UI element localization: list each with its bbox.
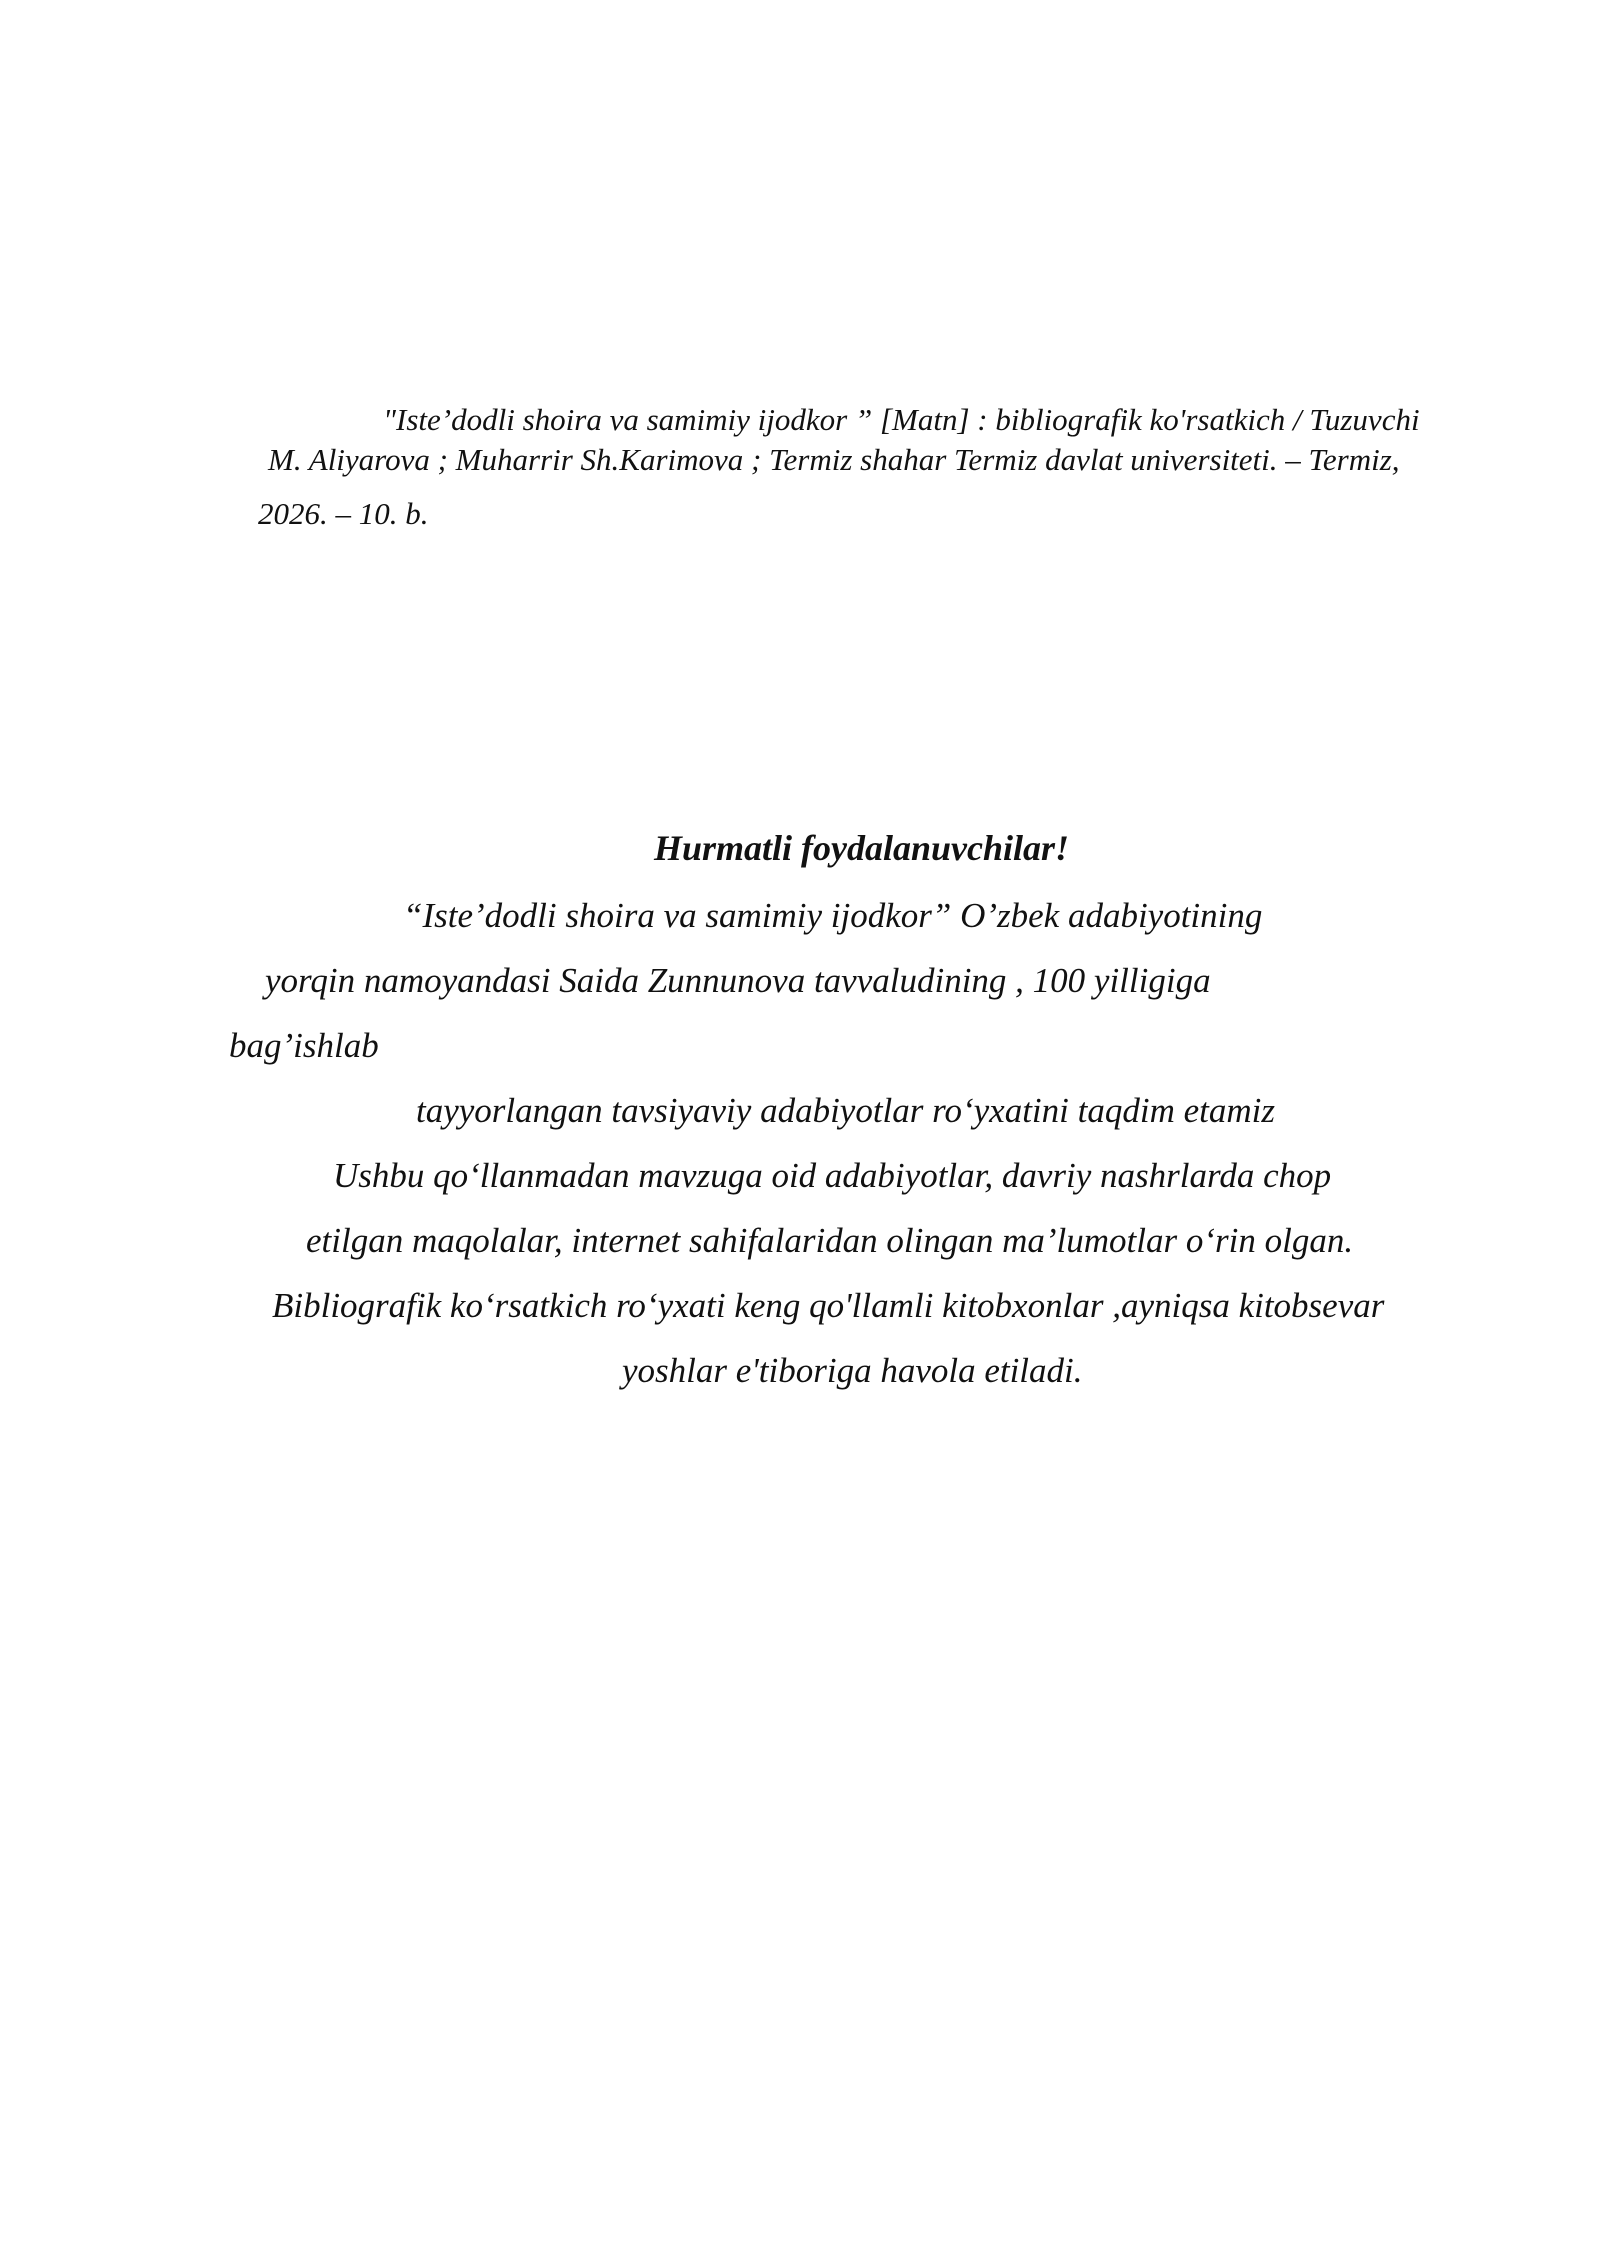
address-line-5: Ushbu qo‘llanmadan mavzuga oid adabiyotlar, davriy nashrlarda chop — [333, 1156, 1332, 1195]
greeting-heading: Hurmatli foydalanuvchilar! — [654, 828, 1070, 868]
address-line-6: etilgan maqolalar, internet sahifalaridan olingan ma’lumotlar o‘rin olgan. — [306, 1221, 1354, 1260]
address-line-1: “Iste’dodli shoira va samimiy ijodkor” O’zbek adabiyotining — [403, 896, 1263, 935]
address-line-3: bag’ishlab — [229, 1026, 379, 1065]
address-line-4: tayyorlangan tavsiyaviy adabiyotlar ro‘yxatini taqdim etamiz — [416, 1091, 1275, 1130]
address-line-8: yoshlar e'tiboriga havola etiladi. — [622, 1351, 1083, 1390]
address-line-7: Bibliografik ko‘rsatkich ro‘yxati keng qo'llamli kitobxonlar ,ayniqsa kitobsevar — [272, 1286, 1385, 1325]
bibliographic-entry-line-1: "Iste’dodli shoira va samimiy ijodkor ” [Matn] : bibliografik ko'rsatkich / Tuzuvchi — [383, 402, 1420, 437]
bibliographic-entry-line-3: 2026. – 10. b. — [258, 496, 429, 531]
address-line-2: yorqin namoyandasi Saida Zunnunova tavvaludining , 100 yilligiga — [265, 961, 1211, 1000]
bibliographic-entry-line-2: M. Aliyarova ; Muharrir Sh.Karimova ; Termiz shahar Termiz davlat universiteti. – Termiz, — [268, 442, 1400, 477]
